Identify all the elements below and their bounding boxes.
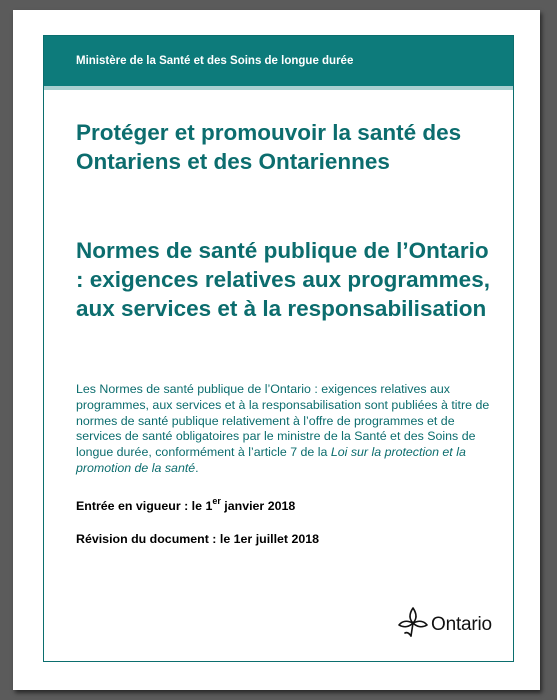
description-paragraph	[76, 382, 490, 477]
description-text: Les Normes de santé publique de l’Ontario : exigences relatives aux programmes, aux services et à la responsabilisation sont publiées à titre de normes de santé publique relativement à l’offre de programmes et de services de santé obligatoires par le ministre de la Santé et des Soins de longue durée, conformément à l’article 7 de la	[76, 382, 490, 460]
effective-suffix: janvier 2018	[220, 499, 296, 513]
ontario-wordmark: Ontario	[431, 613, 492, 635]
ontario-logo	[398, 606, 492, 643]
description-end: .	[195, 460, 199, 475]
law-title: Loi sur la protection et la promotion de la santé	[76, 445, 466, 475]
revision-date: Révision du document : le 1er juillet 2018	[76, 532, 320, 546]
header-band	[44, 36, 513, 90]
document-subtitle: Normes de santé publique de l’Ontario : exigences relatives aux programmes, aux services et à la responsabilisation	[76, 238, 490, 321]
document-page	[13, 10, 540, 690]
ministry-name: Ministère de la Santé et des Soins de longue durée	[76, 55, 354, 67]
document-title: Protéger et promouvoir la santé des Ontariens et des Ontariennes	[76, 120, 462, 174]
effective-ordinal: er	[212, 496, 221, 506]
ontario-trillium-icon	[398, 606, 428, 643]
effective-prefix: Entrée en vigueur : le 1	[76, 499, 213, 513]
cover-frame	[43, 35, 514, 662]
effective-date	[76, 496, 296, 513]
